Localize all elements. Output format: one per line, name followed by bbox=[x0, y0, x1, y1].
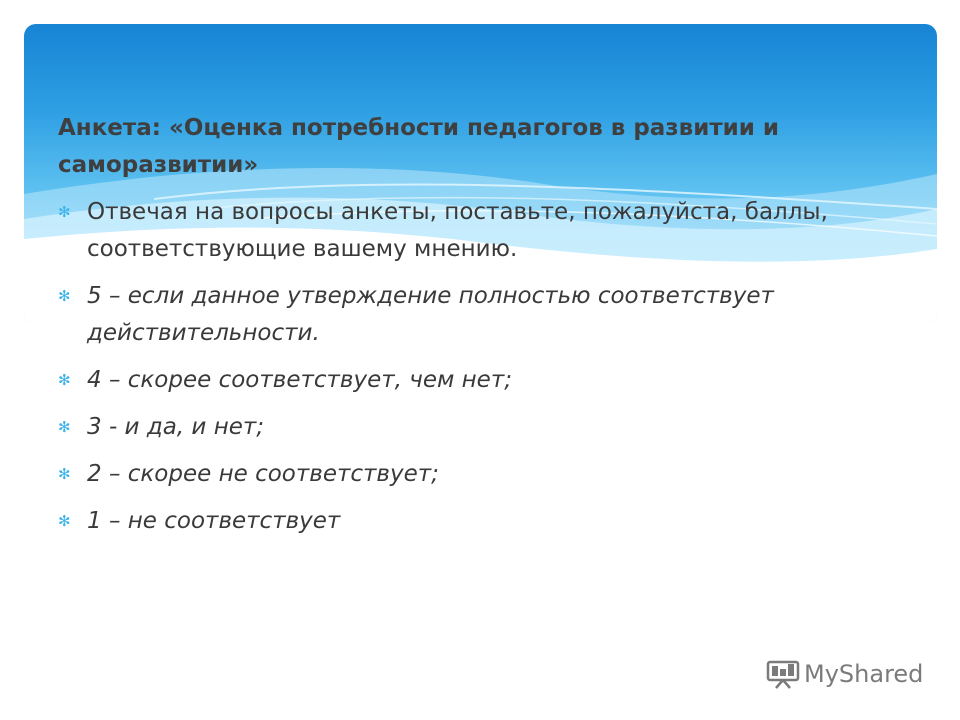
asterisk-bullet-icon: ✻ bbox=[58, 371, 71, 389]
list-item-text: 3 - и да, и нет; bbox=[87, 414, 265, 440]
asterisk-bullet-icon: ✻ bbox=[58, 203, 71, 221]
slide-title-line-1: Анкета: «Оценка потребности педагогов в развитии и bbox=[58, 115, 780, 141]
asterisk-bullet-icon: ✻ bbox=[58, 512, 71, 530]
slide-title bbox=[58, 110, 898, 184]
list-item bbox=[58, 456, 898, 493]
asterisk-bullet-icon: ✻ bbox=[58, 465, 71, 483]
list-item bbox=[58, 194, 898, 268]
list-item-text: 2 – скорее не соответствует; bbox=[87, 461, 439, 487]
list-item-text: 1 – не соответствует bbox=[87, 508, 341, 534]
list-item bbox=[58, 362, 898, 399]
list-item bbox=[58, 409, 898, 446]
list-item bbox=[58, 503, 898, 540]
watermark bbox=[766, 656, 923, 692]
list-item-text: Отвечая на вопросы анкеты, поставьте, пожалуйста, баллы, соответствующие вашему мнению. bbox=[87, 199, 828, 262]
asterisk-bullet-icon: ✻ bbox=[58, 287, 71, 305]
watermark-text: MyShared bbox=[804, 660, 924, 688]
list-item bbox=[58, 278, 898, 352]
instruction-list bbox=[58, 194, 898, 550]
slide-title-line-2: саморазвитии» bbox=[58, 152, 259, 178]
asterisk-bullet-icon: ✻ bbox=[58, 418, 71, 436]
list-item-text: 5 – если данное утверждение полностью соответствует действительности. bbox=[87, 283, 774, 346]
presentation-board-icon bbox=[766, 659, 800, 689]
list-item-text: 4 – скорее соответствует, чем нет; bbox=[87, 367, 512, 393]
